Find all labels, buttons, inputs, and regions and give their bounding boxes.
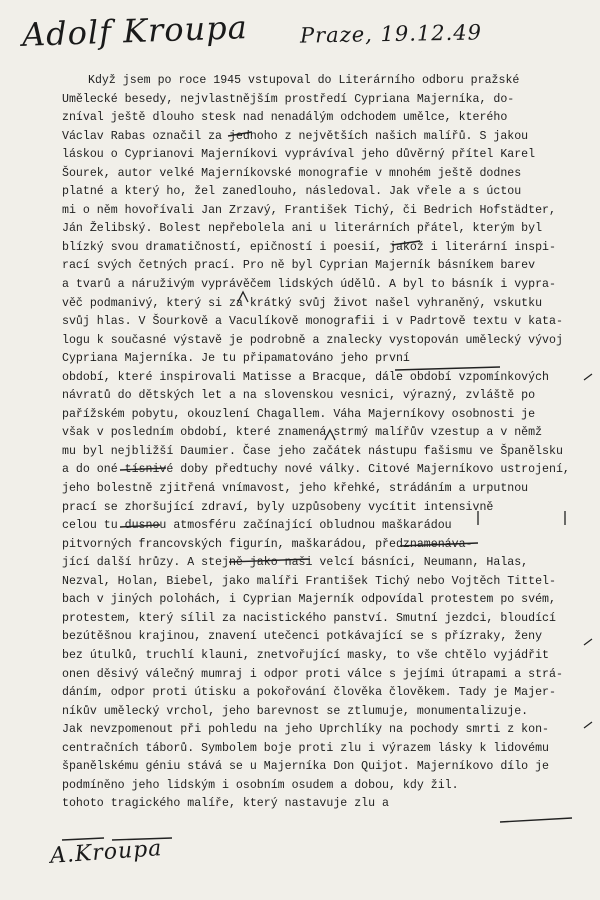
typed-line: platné a který ho, žel zanedlouho, následoval. Jak vřele a s úctou — [62, 185, 522, 199]
typed-line: onen děsivý válečný mumraj i odpor proti válce s jejími útrapami a strá- — [62, 667, 563, 681]
typed-line: Jak nevzpomenout při pohledu na jeho Uprchlíky na pochody smrti z kon- — [62, 723, 550, 737]
typed-line: Umělecké besedy, nejvlastnějším prostředí Cypriana Majerníka, do- — [62, 92, 515, 106]
typed-line: věč podmanivý, který si za krátký svůj život našel vyhraněný, vskutku — [62, 296, 543, 310]
typed-line: Cypriana Majerníka. Je tu připamatováno jeho první — [62, 352, 410, 366]
typed-line: jeho bolestně zjitřená vnímavost, jeho křehké, strádáním a urputnou — [62, 482, 529, 496]
typed-line: centračních táborů. Symbolem boje proti zlu i výrazem lásky k lidovému — [62, 741, 550, 755]
typed-line: podmíněno jeho lidským i osobním osudem a dobou, kdy žil. — [62, 778, 459, 792]
typed-line: celou tu dusnou atmosféru začínající obludnou maškarádou — [62, 519, 452, 533]
typed-line: návratů do dětských let a na slovenskou vesnici, výrazný, zvláště po — [62, 389, 536, 403]
typed-line: láskou o Cyprianovi Majerníkovi vyprávíval jeho důvěrný přítel Karel — [62, 148, 536, 162]
typed-line: jící další hrůzy. A stejně jako naši velcí básníci, Neumann, Halas, — [62, 556, 529, 570]
strikethrough-mark — [500, 818, 572, 822]
typed-line: pitvorných francovských figurín, maškarádou, předznamenáva- — [62, 537, 473, 551]
typed-line: španělskému géniu stává se u Majerníka Don Quijot. Majerníkovo dílo je — [62, 760, 550, 774]
typed-line: bezútěšnou krajinou, znavení utečenci potkávající se s přízraky, ženy — [62, 630, 543, 644]
handwritten-signature: A.Kroupa — [49, 836, 164, 869]
typed-line: a do oné tísnivé doby předtuchy nové války. Citové Majerníkovo ustrojení, — [62, 463, 570, 477]
typed-line: mi o něm hovořívali Jan Zrzavý, František Tichý, či Bedrich Hofstädter, — [62, 203, 556, 217]
typed-line: zníval ještě dlouho stesk nad nenadálým odchodem umělce, kterého — [62, 111, 508, 125]
typed-line: mu byl nejbližší Daumier. Čase jeho začátek nástupu fašismu ve Španělsku — [62, 444, 563, 458]
typed-line: níkův umělecký vrchol, jeho barevnost se ztlumuje, monumentalizuje. — [62, 704, 529, 718]
typed-line: však v posledním období, které znamená strmý malířův vzestup a v němž — [62, 426, 543, 440]
typed-line: prací se zhoršující zdraví, byly uzpůsobeny vycítit intensivně — [62, 500, 494, 514]
typed-line: svůj hlas. V Šourkově a Vaculíkově monografii i v Padrtově textu v kata- — [62, 315, 563, 329]
typed-line: Ján Želibský. Bolest nepřebolela ani u literárních přátel, kterým byl — [62, 222, 543, 236]
typed-line: Šourek, autor velké Majerníkovské monografie v mnohém ještě dodnes — [62, 166, 522, 180]
typed-line: období, které inspirovali Matisse a Bracque, dále období vzpomínkových — [62, 370, 550, 384]
typed-line: bach v jiných polohách, i Cyprian Majerník odpovídal protestem po svém, — [62, 593, 556, 607]
typed-line: tohoto tragického malíře, který nastavuje zlu a — [62, 797, 389, 811]
handwritten-place-date: Praze, 19.12.49 — [299, 20, 483, 48]
typed-line: pařížském pobytu, okouzlení Chagallem. Váha Majerníkovy osobnosti je — [62, 407, 536, 421]
typed-line: protestem, který sílil za nacistického panství. Smutní jezdci, bloudící — [62, 611, 556, 625]
typed-line: Václav Rabas označil za jednoho z největších našich malířů. S jakou — [62, 129, 529, 143]
handwritten-author-name: Adolf Kroupa — [21, 8, 249, 54]
typed-line: rací svých četných prací. Pro ně byl Cyprian Majerník básníkem barev — [62, 259, 536, 273]
typed-line: Když jsem po roce 1945 vstupoval do Literárního odboru pražské — [88, 74, 520, 87]
typed-line: Nezval, Holan, Biebel, jako malíři František Tichý nebo Vojtěch Tittel- — [62, 574, 556, 588]
margin-tick-mark — [584, 374, 592, 728]
typed-line: dáním, odpor proti útisku a pokořování člověka člověkem. Tady je Majer- — [62, 686, 556, 700]
typed-line: a tvarů a náruživým vyprávěčem lidských údělů. A byl to básník i vypra- — [62, 278, 556, 292]
typed-line: blízký svou dramatičností, epičností i poesií, jakož i literární inspi- — [62, 240, 556, 254]
typed-line: logu k současné výstavě je podrobně a znalecky vystopován umělecký vývoj — [62, 333, 563, 347]
typed-body — [62, 72, 582, 814]
typed-line: bez útulků, truchlí klauni, znetvořující masky, to vše chtělo vyjádřit — [62, 648, 550, 662]
